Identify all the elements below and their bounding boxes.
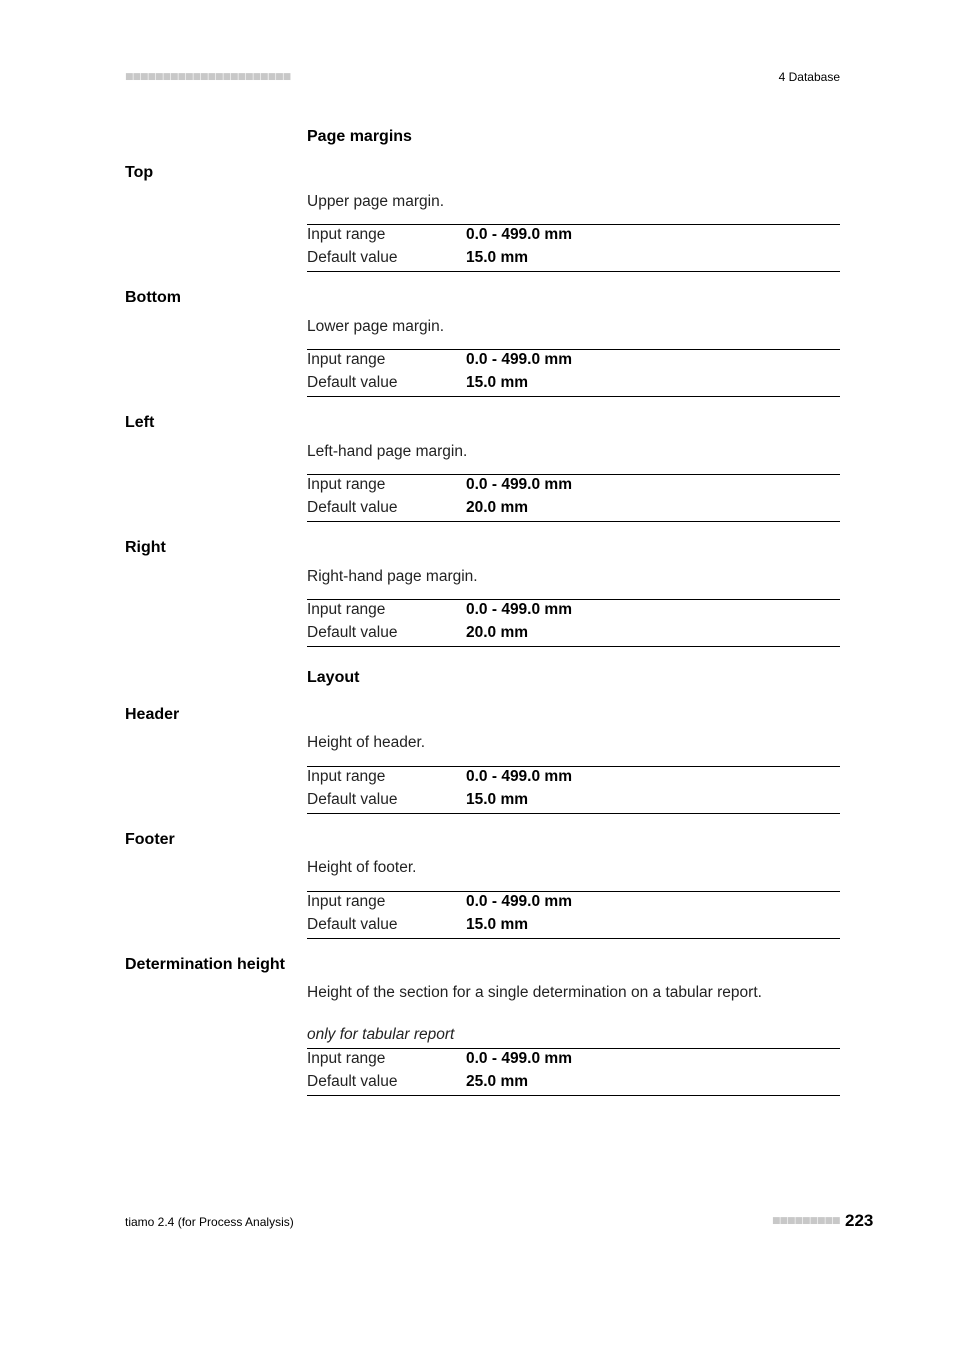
param-term-footer: Footer: [125, 831, 175, 848]
default-value: 20.0 mm: [466, 499, 529, 516]
param-note-determination-height: only for tabular report: [307, 1026, 455, 1043]
page-number: 223: [845, 1211, 874, 1230]
param-table-top: [307, 224, 840, 272]
input-range-label: Input range: [307, 1050, 386, 1067]
default-value-label: Default value: [307, 791, 398, 808]
input-range-value: 0.0 - 499.0 mm: [466, 1050, 572, 1067]
input-range-value: 0.0 - 499.0 mm: [466, 893, 572, 910]
default-value: 15.0 mm: [466, 249, 529, 266]
default-value: 20.0 mm: [466, 624, 529, 641]
section-heading-page-margins: Page margins: [307, 128, 412, 145]
param-table-determination-height: [307, 1048, 840, 1096]
footer-product-name: tiamo 2.4 (for Process Analysis): [125, 1215, 294, 1229]
param-term-bottom: Bottom: [125, 289, 181, 306]
default-value-label: Default value: [307, 1073, 398, 1090]
input-range-value: 0.0 - 499.0 mm: [466, 226, 572, 243]
input-range-value: 0.0 - 499.0 mm: [466, 351, 572, 368]
default-value-label: Default value: [307, 249, 398, 266]
param-table-bottom: [307, 349, 840, 397]
input-range-value: 0.0 - 499.0 mm: [466, 476, 572, 493]
input-range-label: Input range: [307, 893, 386, 910]
input-range-label: Input range: [307, 226, 386, 243]
chapter-title: 4 Database: [778, 70, 840, 84]
input-range-label: Input range: [307, 476, 386, 493]
default-value-label: Default value: [307, 916, 398, 933]
param-term-top: Top: [125, 164, 154, 181]
default-value-label: Default value: [307, 374, 398, 391]
default-value: 15.0 mm: [466, 916, 529, 933]
param-table-header: [307, 766, 840, 814]
input-range-value: 0.0 - 499.0 mm: [466, 601, 572, 618]
section-heading-layout: Layout: [307, 669, 360, 686]
param-term-right: Right: [125, 539, 166, 556]
param-desc-left: Left-hand page margin.: [307, 443, 468, 460]
default-value-label: Default value: [307, 499, 398, 516]
param-term-header: Header: [125, 706, 180, 723]
input-range-value: 0.0 - 499.0 mm: [466, 768, 572, 785]
default-value-label: Default value: [307, 624, 398, 641]
input-range-label: Input range: [307, 601, 386, 618]
param-term-determination-height: Determination height: [125, 956, 286, 973]
default-value: 15.0 mm: [466, 791, 529, 808]
param-desc-top: Upper page margin.: [307, 193, 444, 210]
input-range-label: Input range: [307, 768, 386, 785]
default-value: 25.0 mm: [466, 1073, 529, 1090]
footer-decoration: ■■■■■■■■■: [772, 1216, 840, 1226]
param-term-left: Left: [125, 414, 155, 431]
param-table-left: [307, 474, 840, 522]
input-range-label: Input range: [307, 351, 386, 368]
param-desc-determination-height: Height of the section for a single determination on a tabular report.: [307, 984, 762, 1001]
param-desc-bottom: Lower page margin.: [307, 318, 444, 335]
header-decoration: ■■■■■■■■■■■■■■■■■■■■■■: [125, 72, 291, 82]
param-desc-right: Right-hand page margin.: [307, 568, 478, 585]
param-desc-header: Height of header.: [307, 734, 426, 751]
param-table-right: [307, 599, 840, 647]
default-value: 15.0 mm: [466, 374, 529, 391]
param-table-footer: [307, 891, 840, 939]
param-desc-footer: Height of footer.: [307, 859, 417, 876]
